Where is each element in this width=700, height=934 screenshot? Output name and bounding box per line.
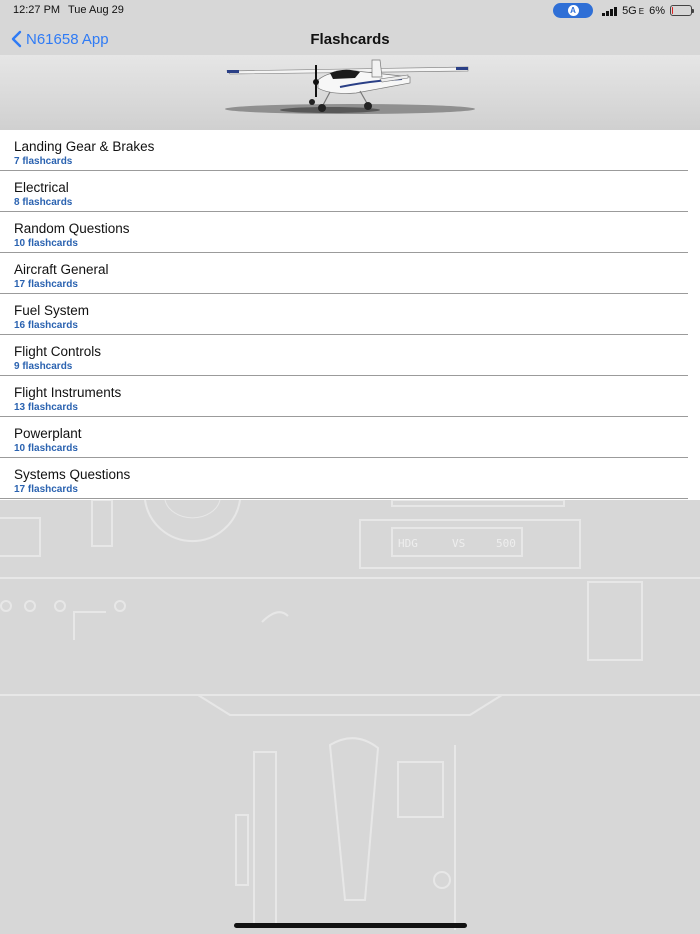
status-date: Tue Aug 29 [68,4,124,16]
battery-fill [672,7,673,14]
location-pill[interactable] [553,3,593,18]
list-item-title: Systems Questions [14,467,131,482]
cellular-signal-icon [602,6,617,16]
list-item[interactable] [0,212,700,253]
back-button-label: N61658 App [26,30,109,48]
airplane-illustration [0,55,700,130]
divider [0,498,688,499]
list-item-title: Random Questions [14,221,130,236]
list-item-count: 10 flashcards [14,238,78,249]
list-item-title: Flight Controls [14,344,102,359]
list-item[interactable] [0,458,700,499]
list-item-count: 8 flashcards [14,197,73,208]
list-item-title: Landing Gear & Brakes [14,139,155,154]
list-item[interactable] [0,335,700,376]
home-indicator[interactable] [234,923,467,928]
cockpit-background [0,500,700,934]
page-title: Flashcards [310,31,390,48]
list-item[interactable] [0,130,700,171]
list-item-count: 17 flashcards [14,484,78,495]
list-item[interactable] [0,171,700,212]
list-item[interactable] [0,417,700,458]
list-item-count: 7 flashcards [14,156,73,167]
list-item[interactable] [0,253,700,294]
battery-percentage: 6% [649,4,665,17]
network-type: 5G E [622,4,645,17]
status-bar [0,0,700,22]
list-item-count: 13 flashcards [14,402,78,413]
battery-icon [670,5,692,16]
list-item-title: Powerplant [14,426,82,441]
cockpit-illustration [0,500,700,934]
status-indicators [553,3,692,18]
location-icon: A [568,5,579,16]
list-item-count: 9 flashcards [14,361,73,372]
hdg-readout: HDG [398,537,418,550]
list-item[interactable] [0,376,700,417]
list-item-title: Aircraft General [14,262,109,277]
list-item-title: Flight Instruments [14,385,122,400]
list-item-title: Fuel System [14,303,90,318]
list-item-title: Electrical [14,180,69,195]
value-readout: 500 [496,537,516,550]
list-item-count: 16 flashcards [14,320,78,331]
list-item[interactable] [0,294,700,335]
flashcard-category-list [0,130,700,500]
list-item-count: 10 flashcards [14,443,78,454]
list-item-count: 17 flashcards [14,279,78,290]
vs-readout: VS [452,537,466,550]
hero-banner [0,55,700,130]
status-time: 12:27 PM [13,4,61,16]
